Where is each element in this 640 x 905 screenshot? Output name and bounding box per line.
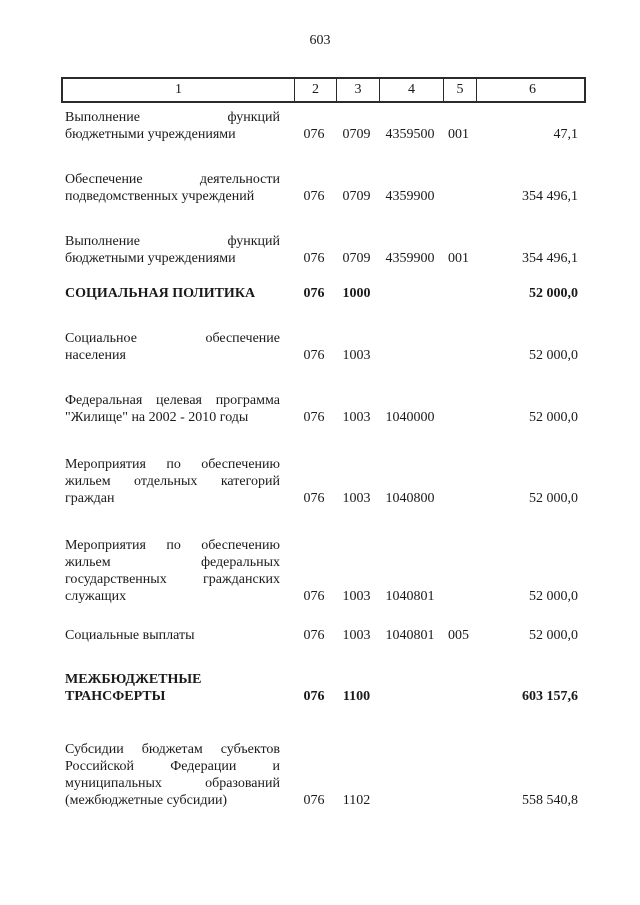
col-amount: 47,1 [553,127,578,142]
col-code-chapter: 076 [303,589,325,604]
table-row [65,109,586,143]
table-row [65,537,586,605]
row-label-line: Выполнение функций [65,234,280,249]
row-label-line: МЕЖБЮДЖЕТНЫЕ [65,672,202,687]
col-code-section: 1000 [342,286,371,301]
row-label-line: (межбюджетные субсидии) [65,793,228,808]
row-label-line: граждан [65,491,115,506]
col-code-chapter: 076 [303,410,325,425]
col-code-section: 1100 [342,689,371,704]
row-label-line: Субсидии бюджетам субъектов [65,742,280,757]
row-label-line: бюджетными учреждениями [65,127,236,142]
row-label [65,627,293,644]
col-code-chapter: 076 [303,491,325,506]
col-code-target: 1040801 [385,628,435,643]
row-label-line: подведомственных учреждений [65,189,255,204]
col-code-target: 1040801 [385,589,435,604]
table-row [65,392,586,426]
col-amount: 52 000,0 [529,348,578,363]
row-label-line: жильем отдельных категорий [65,474,280,489]
row-label [65,537,293,605]
col-code-section: 0709 [342,251,371,266]
col-code-type: 001 [448,251,469,266]
col-code-chapter: 076 [303,251,325,266]
row-label [65,456,293,507]
table-row [65,627,586,644]
col-code-chapter: 076 [303,189,325,204]
col-amount: 354 496,1 [522,189,578,204]
col-code-section: 1003 [342,410,371,425]
col-amount: 52 000,0 [529,410,578,425]
column-header-2: 2 [294,79,336,101]
page-number: 603 [309,33,331,48]
table-row [65,233,586,267]
row-label-line: бюджетными учреждениями [65,251,236,266]
row-label-line: Российской Федерации и [65,759,280,774]
row-label-line: СОЦИАЛЬНАЯ ПОЛИТИКА [65,286,256,301]
column-header-5: 5 [443,79,476,101]
col-code-target: 4359900 [385,251,435,266]
col-amount: 603 157,6 [522,689,578,704]
row-label [65,233,293,267]
col-code-chapter: 076 [303,348,325,363]
row-label-line: служащих [65,589,127,604]
table-row [65,671,586,705]
table-column-header-row [61,77,586,103]
table-row [65,741,586,809]
col-code-target: 1040000 [385,410,435,425]
row-label-line: жильем федеральных [65,555,280,570]
row-label-line: Обеспечение деятельности [65,172,280,187]
row-label-line: государственных гражданских [65,572,280,587]
table-rows [65,109,586,809]
col-code-section: 1003 [342,348,371,363]
column-header-3: 3 [336,79,379,101]
col-code-section: 0709 [342,189,371,204]
row-label-line: Федеральная целевая программа [65,393,280,408]
col-code-type: 005 [448,628,469,643]
col-code-chapter: 076 [303,793,325,808]
col-amount: 52 000,0 [529,628,578,643]
col-code-section: 1003 [342,491,371,506]
row-label [65,330,293,364]
col-code-section: 1003 [342,628,371,643]
row-label-line: "Жилище" на 2002 - 2010 годы [65,410,249,425]
row-label [65,109,293,143]
col-amount: 52 000,0 [529,491,578,506]
col-code-type: 001 [448,127,469,142]
row-label [65,285,293,302]
row-label [65,392,293,426]
row-label [65,671,293,705]
column-header-1: 1 [175,82,182,97]
col-code-target: 1040800 [385,491,435,506]
col-code-target: 4359500 [385,127,435,142]
table-row [65,330,586,364]
table-row [65,171,586,205]
row-label-line: Социальное обеспечение [65,331,280,346]
row-label-line: населения [65,348,126,363]
row-label-line: Мероприятия по обеспечению [65,538,280,553]
row-label-line: ТРАНСФЕРТЫ [65,689,166,704]
col-amount: 558 540,8 [522,793,578,808]
row-label-line: Социальные выплаты [65,628,195,643]
col-code-chapter: 076 [303,689,325,704]
col-amount: 52 000,0 [529,286,578,301]
col-code-section: 1003 [342,589,371,604]
col-code-section: 1102 [342,793,371,808]
col-code-chapter: 076 [303,127,325,142]
row-label-line: Мероприятия по обеспечению [65,457,280,472]
col-code-chapter: 076 [303,286,325,301]
row-label-line: муниципальных образований [65,776,280,791]
col-amount: 52 000,0 [529,589,578,604]
table-row [65,285,586,302]
column-header-6: 6 [476,79,588,101]
col-amount: 354 496,1 [522,251,578,266]
table-row [65,456,586,507]
row-label-line: Выполнение функций [65,110,280,125]
col-code-chapter: 076 [303,628,325,643]
column-header-4: 4 [379,79,443,101]
col-code-section: 0709 [342,127,371,142]
row-label [65,741,293,809]
row-label [65,171,293,205]
col-code-target: 4359900 [385,189,435,204]
